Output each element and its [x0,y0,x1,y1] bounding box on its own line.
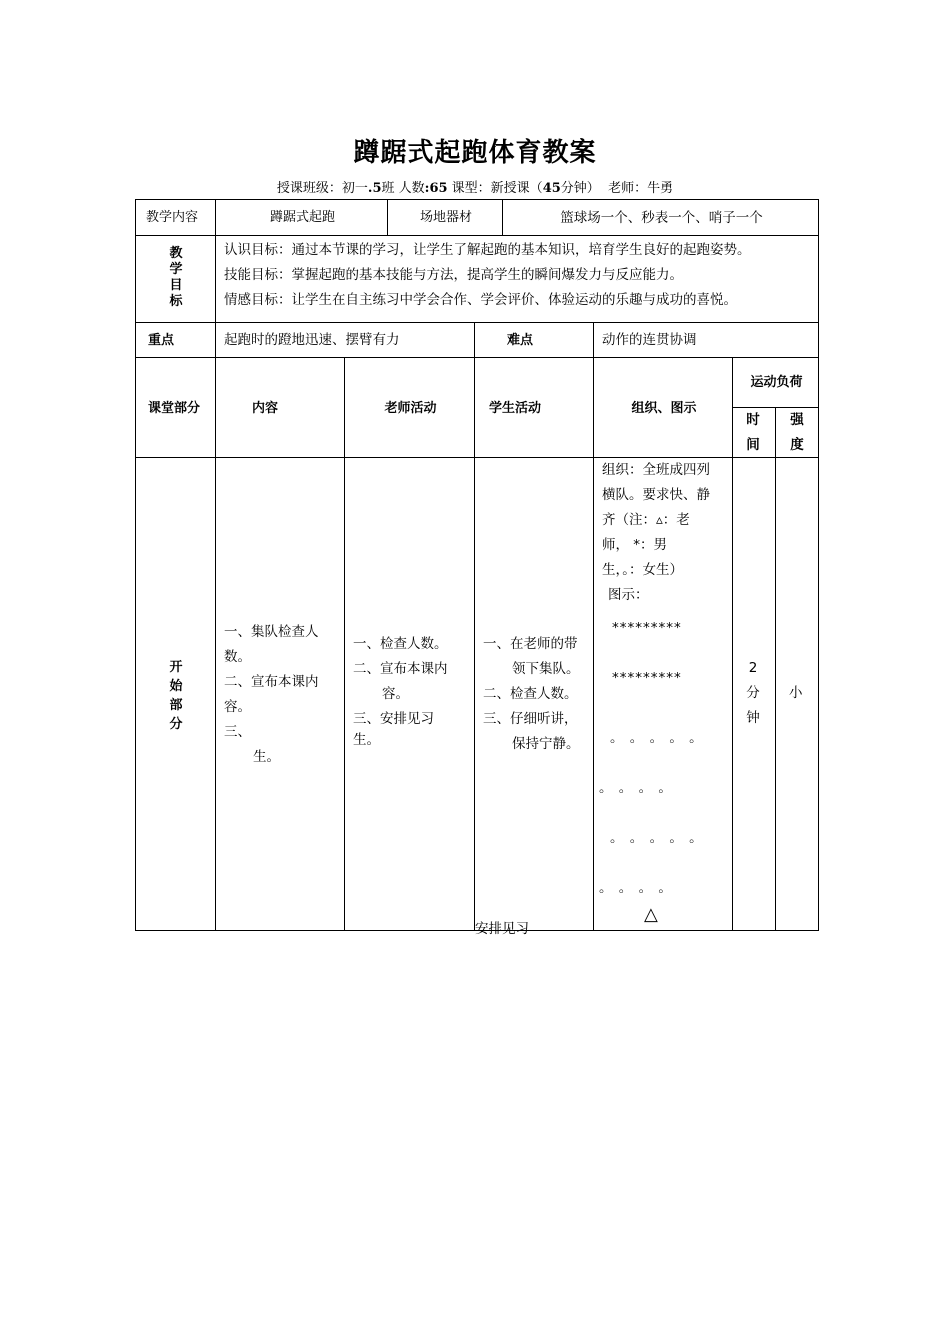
header-part-cell [135,357,216,458]
org-line-2: 横队。要求快、静 [602,487,710,503]
diagram-row-girls-3: 。 。 。 。 。 [610,830,704,846]
start-teacher-cell [344,457,475,931]
header-teacher: 老师活动 [384,401,437,416]
equipment-value: 篮球场一个、秒表一个、哨子一个 [560,210,763,226]
start-org-cell [593,457,733,931]
header-time-cell [732,407,776,458]
teacher-name: 老师：牛勇 [608,181,674,196]
content-value-cell [215,199,388,236]
header-content: 内容 [252,401,279,416]
student-count: :65 [424,181,448,196]
difficulty-value: 动作的连贯协调 [602,332,697,348]
diagram-row-girls-1: 。 。 。 。 。 [610,730,704,746]
header-intensity-cell [775,407,819,458]
header-org-cell [593,357,733,458]
key-value-cell [215,322,475,358]
header-intensity: 强度 [790,412,804,453]
start-content-cell [215,457,345,931]
page-title: 蹲踞式起跑体育教案 [353,138,597,168]
duration-unit: 分钟） [560,181,600,196]
header-student: 学生活动 [488,401,541,416]
teacher-line-4: 三、安排见习 [353,711,434,727]
student-line-4: 三、仔细听讲， [483,711,578,727]
content-line-4: 容。 [224,699,251,715]
header-load-cell [732,357,819,408]
content-line-6: 生。 [253,749,280,765]
start-part-label: 开始部分 [169,660,183,732]
equipment-label: 场地器材 [419,210,472,225]
class-value: .5 [367,181,382,196]
student-line-5: 保持宁静。 [512,736,580,752]
goals-label-cell [135,235,216,323]
lesson-info [0,177,950,196]
header-time: 时间 [746,412,760,453]
key-label: 重点 [148,333,175,348]
content-label-cell [135,199,216,236]
goal-affective: 情感目标：让学生在自主练习中学会合作、学会评价、体验运动的乐趣与成功的喜悦。 [224,292,737,308]
lesson-plan-table [135,199,819,937]
start-intensity: 小 [789,685,803,701]
key-value: 起跑时的蹬地迅速、摆臂有力 [224,332,400,348]
teacher-line-1: 一、检查人数。 [353,636,448,652]
difficulty-label: 难点 [506,333,533,348]
start-student-cell [474,457,594,931]
org-line-5: 生，。：女生） [602,562,683,578]
diagram-row-girls-2: 。 。 。 。 [599,780,673,796]
header-content-cell [215,357,345,458]
org-line-1: 组织：全班成四列 [602,462,710,478]
teacher-line-3: 容。 [382,686,409,702]
key-label-cell [135,322,216,358]
start-time: 2分钟 [746,660,760,726]
class-unit: 班 人数 [381,181,425,196]
diagram-row-boys-2: ********* [612,670,682,686]
org-line-6: 图示： [608,587,649,603]
org-line-3: 齐（注：▵：老 [602,512,690,528]
diagram-row-girls-4: 。 。 。 。 [599,880,673,896]
goals-label: 教学目标 [169,246,183,309]
header-student-cell [474,357,594,458]
lesson-type-label: 课型：新授课（ [451,181,543,196]
teacher-line-5: 生。 [353,732,380,748]
teacher-position-icon: △ [644,904,658,925]
start-time-cell [732,457,776,931]
header-part: 课堂部分 [148,401,201,416]
content-value: 蹲踞式起跑 [269,210,335,225]
difficulty-value-cell [593,322,819,358]
student-line-2: 领下集队。 [512,661,580,677]
header-teacher-cell [344,357,475,458]
content-line-5: 三、 [224,724,251,740]
content-line-2: 数。 [224,649,251,665]
teacher-line-2: 二、宣布本课内 [353,661,448,677]
goals-cell [215,235,819,323]
header-load: 运动负荷 [750,375,803,390]
content-line-1: 一、集队检查人 [224,624,319,640]
start-part-cell [135,457,216,931]
goal-cognitive: 认识目标：通过本节课的学习，让学生了解起跑的基本知识，培育学生良好的起跑姿势。 [224,242,751,258]
content-line-3: 二、宣布本课内 [224,674,319,690]
equipment-label-cell [387,199,503,236]
teacher-overlap-text: 安排见习 [475,921,529,937]
org-line-4: 师， *：男 [602,537,668,553]
content-label: 教学内容 [146,210,199,225]
goal-skill: 技能目标：掌握起跑的基本技能与方法，提高学生的瞬间爆发力与反应能力。 [224,267,683,283]
header-org: 组织、图示 [631,401,697,416]
start-intensity-cell [775,457,819,931]
duration-value: 45 [542,181,561,196]
difficulty-label-cell [474,322,594,358]
diagram-row-boys-1: ********* [612,620,682,636]
class-label: 授课班级：初一 [276,181,368,196]
student-line-1: 一、在老师的带 [483,636,578,652]
equipment-value-cell [502,199,819,236]
student-line-3: 二、检查人数。 [483,686,578,702]
